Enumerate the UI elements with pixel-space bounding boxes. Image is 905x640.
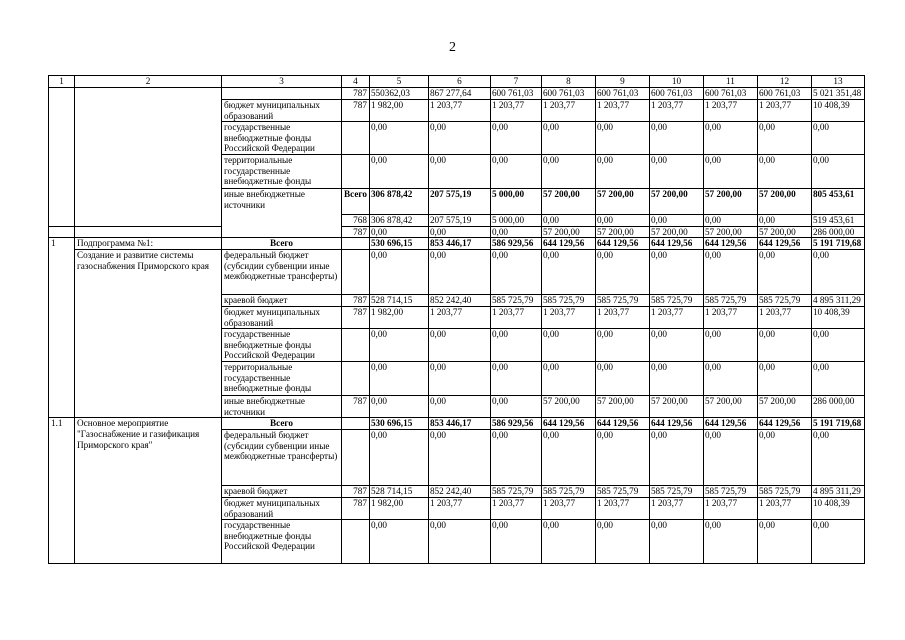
table-cell: иные внебюджетные источники — [222, 189, 342, 238]
table-cell: 0,00 — [595, 329, 649, 362]
table-cell: 787 — [342, 306, 370, 328]
table-cell: 644 129,56 — [541, 418, 595, 430]
table-cell: 57 200,00 — [703, 189, 757, 215]
table-cell: 0,00 — [649, 520, 703, 564]
table-cell: 57 200,00 — [649, 396, 703, 418]
table-cell: 644 129,56 — [541, 238, 595, 250]
table-cell: краевой бюджет — [222, 294, 342, 306]
table-cell: 644 129,56 — [703, 418, 757, 430]
table-cell: 0,00 — [811, 249, 864, 294]
table-cell: 644 129,56 — [649, 238, 703, 250]
table-cell: 530 696,15 — [369, 418, 428, 430]
table-cell: 1 203,77 — [595, 306, 649, 328]
table-cell: 585 725,79 — [490, 485, 541, 497]
table-cell: 0,00 — [369, 329, 428, 362]
table-cell: 10 408,39 — [811, 100, 864, 122]
table-cell: 0,00 — [490, 122, 541, 155]
table-cell: 586 929,56 — [490, 238, 541, 250]
table-cell: 57 200,00 — [541, 226, 595, 238]
table-row — [49, 249, 865, 294]
table-cell: 57 200,00 — [703, 226, 757, 238]
table-cell: 1 — [49, 238, 75, 418]
table-cell: 1 982,00 — [369, 306, 428, 328]
table-cell: 644 129,56 — [595, 418, 649, 430]
table-cell: 600 761,03 — [757, 88, 811, 100]
table-cell: иные внебюджетные источники — [222, 396, 342, 418]
table-cell: 0,00 — [811, 429, 864, 485]
table-cell: 0,00 — [703, 362, 757, 396]
table-cell: государственные внебюджетные фонды Российской Федерации — [222, 122, 342, 155]
table-cell: 0,00 — [490, 429, 541, 485]
table-cell: 0,00 — [703, 429, 757, 485]
table-cell — [49, 226, 75, 238]
table-cell: 57 200,00 — [649, 189, 703, 215]
table-cell: 0,00 — [541, 155, 595, 189]
table-cell: 0,00 — [369, 429, 428, 485]
table-cell: 57 200,00 — [757, 189, 811, 215]
table-cell: 787 — [342, 88, 370, 100]
table-cell: 57 200,00 — [595, 189, 649, 215]
table-cell: 0,00 — [595, 215, 649, 227]
table-cell: 585 725,79 — [703, 294, 757, 306]
table-cell: 600 761,03 — [595, 88, 649, 100]
header-row — [49, 76, 865, 88]
table-cell: 644 129,56 — [757, 418, 811, 430]
table-cell: 1 203,77 — [595, 100, 649, 122]
table-cell: 1 982,00 — [369, 100, 428, 122]
table-cell: 1 203,77 — [703, 100, 757, 122]
table-cell: 0,00 — [757, 249, 811, 294]
table-cell: 787 — [342, 497, 370, 519]
table-cell: 57 200,00 — [757, 226, 811, 238]
table-cell: 0,00 — [369, 155, 428, 189]
table-cell: 0,00 — [428, 396, 490, 418]
table-cell: 57 200,00 — [595, 396, 649, 418]
table-cell: 0,00 — [541, 215, 595, 227]
table-cell: 306 878,42 — [369, 215, 428, 227]
table-cell: бюджет муниципальных образований — [222, 306, 342, 328]
table-cell: 0,00 — [811, 520, 864, 564]
page-number: 2 — [449, 40, 456, 55]
table-cell: 57 200,00 — [541, 396, 595, 418]
table-cell: 1.1 — [49, 418, 75, 564]
table-cell: 1 203,77 — [490, 497, 541, 519]
header-cell: 13 — [811, 76, 864, 88]
table-cell: 0,00 — [369, 396, 428, 418]
table-cell: 0,00 — [541, 362, 595, 396]
table-cell: 4 895 311,29 — [811, 485, 864, 497]
table-cell: государственные внебюджетные фонды Российской Федерации — [222, 329, 342, 362]
table-cell: 286 000,00 — [811, 396, 864, 418]
table-cell: 1 203,77 — [703, 497, 757, 519]
table-cell: 0,00 — [595, 362, 649, 396]
table-cell: 1 203,77 — [757, 497, 811, 519]
table-cell: 787 — [342, 100, 370, 122]
table-cell: 530 696,15 — [369, 238, 428, 250]
table-cell: 0,00 — [649, 362, 703, 396]
table-cell: 5 191 719,68 — [811, 418, 864, 430]
table-cell: 585 725,79 — [490, 294, 541, 306]
table-cell: 0,00 — [757, 155, 811, 189]
table-cell: 0,00 — [490, 249, 541, 294]
table-cell — [342, 429, 370, 485]
table-cell: 0,00 — [595, 429, 649, 485]
table-cell: 0,00 — [649, 329, 703, 362]
table-row — [49, 418, 865, 430]
table-cell: 1 203,77 — [541, 497, 595, 519]
table-cell — [75, 226, 222, 238]
table-cell: 1 203,77 — [649, 497, 703, 519]
table-cell — [222, 88, 342, 100]
table-cell: 0,00 — [541, 122, 595, 155]
table-row — [49, 226, 865, 238]
table-cell: 0,00 — [490, 329, 541, 362]
table-cell: бюджет муниципальных образований — [222, 100, 342, 122]
table-cell: 306 878,42 — [369, 189, 428, 215]
header-cell: 9 — [595, 76, 649, 88]
table-cell: 0,00 — [703, 329, 757, 362]
table-cell: 10 408,39 — [811, 306, 864, 328]
table-cell: 0,00 — [649, 215, 703, 227]
table-cell: 1 203,77 — [649, 100, 703, 122]
table-cell: 0,00 — [490, 226, 541, 238]
table-cell: 644 129,56 — [757, 238, 811, 250]
table-cell: 0,00 — [490, 155, 541, 189]
table-cell: Подпрограмма №1: — [75, 238, 222, 250]
table-cell: 0,00 — [703, 215, 757, 227]
table-cell: 0,00 — [369, 520, 428, 564]
table-cell: 0,00 — [541, 249, 595, 294]
table-cell: 0,00 — [541, 520, 595, 564]
table-cell: 585 725,79 — [757, 294, 811, 306]
table-cell: 0,00 — [757, 329, 811, 362]
table-cell — [342, 520, 370, 564]
header-cell: 3 — [222, 76, 342, 88]
table-cell: 207 575,19 — [428, 189, 490, 215]
table-cell: 0,00 — [369, 249, 428, 294]
table-cell: 0,00 — [490, 362, 541, 396]
table-cell: 1 203,77 — [490, 306, 541, 328]
table-cell: 0,00 — [595, 520, 649, 564]
table-cell: 0,00 — [757, 215, 811, 227]
table-cell: 519 453,61 — [811, 215, 864, 227]
table-cell: 0,00 — [428, 520, 490, 564]
table-cell: федеральный бюджет (субсидии субвенции иные межбюджетные трансферты) — [222, 249, 342, 294]
table-cell: 644 129,56 — [649, 418, 703, 430]
table-cell: 1 982,00 — [369, 497, 428, 519]
table-cell: 586 929,56 — [490, 418, 541, 430]
table-cell: 1 203,77 — [757, 100, 811, 122]
table-cell: 0,00 — [811, 155, 864, 189]
table-cell: 57 200,00 — [541, 189, 595, 215]
table-cell: Всего — [222, 238, 342, 250]
table-cell: бюджет муниципальных образований — [222, 497, 342, 519]
table-cell: 768 — [342, 215, 370, 227]
table-cell: 0,00 — [369, 122, 428, 155]
table-cell: 600 761,03 — [541, 88, 595, 100]
table-cell: 585 725,79 — [541, 485, 595, 497]
table-cell: 1 203,77 — [428, 306, 490, 328]
table-cell: Всего — [342, 189, 370, 215]
table-cell: 0,00 — [541, 329, 595, 362]
table-cell: 528 714,15 — [369, 294, 428, 306]
table-cell: 0,00 — [703, 249, 757, 294]
header-cell: 8 — [541, 76, 595, 88]
table-cell: 600 761,03 — [703, 88, 757, 100]
table-cell — [342, 122, 370, 155]
table-cell: 585 725,79 — [649, 485, 703, 497]
table-cell: 0,00 — [428, 122, 490, 155]
table-cell: 1 203,77 — [703, 306, 757, 328]
table-cell: 0,00 — [811, 122, 864, 155]
table-cell — [342, 418, 370, 430]
table-cell: 585 725,79 — [757, 485, 811, 497]
header-cell: 5 — [369, 76, 428, 88]
table-cell: 0,00 — [811, 362, 864, 396]
table-cell: 852 242,40 — [428, 294, 490, 306]
table-cell: 787 — [342, 396, 370, 418]
table-cell: 1 203,77 — [649, 306, 703, 328]
table-cell — [75, 88, 222, 227]
table-cell: 585 725,79 — [541, 294, 595, 306]
table-cell: 0,00 — [649, 429, 703, 485]
table-cell: 0,00 — [649, 122, 703, 155]
table-cell: 528 714,15 — [369, 485, 428, 497]
table-cell: 1 203,77 — [490, 100, 541, 122]
table-cell: 600 761,03 — [649, 88, 703, 100]
table-cell: 0,00 — [649, 155, 703, 189]
table-cell: 0,00 — [757, 362, 811, 396]
budget-table — [48, 75, 865, 564]
table-cell: 0,00 — [428, 429, 490, 485]
table-cell: 0,00 — [428, 226, 490, 238]
table-cell: 787 — [342, 294, 370, 306]
header-cell: 7 — [490, 76, 541, 88]
table-cell: 1 203,77 — [757, 306, 811, 328]
table-cell: 1 203,77 — [428, 497, 490, 519]
table-cell: 0,00 — [649, 249, 703, 294]
table-cell — [342, 238, 370, 250]
table-cell: 0,00 — [369, 226, 428, 238]
table-cell: 10 408,39 — [811, 497, 864, 519]
table-row — [49, 88, 865, 100]
table-cell: 5 000,00 — [490, 189, 541, 215]
table-cell: 0,00 — [703, 520, 757, 564]
table-cell: 0,00 — [703, 155, 757, 189]
table-cell: 585 725,79 — [595, 485, 649, 497]
header-cell: 6 — [428, 76, 490, 88]
header-cell: 1 — [49, 76, 75, 88]
table-cell: 0,00 — [757, 122, 811, 155]
table-cell: 5 021 351,48 — [811, 88, 864, 100]
table-cell: 0,00 — [595, 122, 649, 155]
table-cell: 787 — [342, 226, 370, 238]
table-cell: 787 — [342, 485, 370, 497]
table-cell: 57 200,00 — [757, 396, 811, 418]
table-cell: 4 895 311,29 — [811, 294, 864, 306]
table-cell: 853 446,17 — [428, 418, 490, 430]
table-cell: 0,00 — [490, 396, 541, 418]
table-row — [49, 238, 865, 250]
table-cell: 0,00 — [595, 249, 649, 294]
table-cell: 57 200,00 — [649, 226, 703, 238]
header-cell: 10 — [649, 76, 703, 88]
table-cell: 57 200,00 — [595, 226, 649, 238]
table-cell: 286 000,00 — [811, 226, 864, 238]
table-cell: 207 575,19 — [428, 215, 490, 227]
table-cell: 0,00 — [490, 520, 541, 564]
table-cell: 0,00 — [369, 362, 428, 396]
table-cell: 0,00 — [811, 329, 864, 362]
table-cell: 0,00 — [428, 155, 490, 189]
table-cell: государственные внебюджетные фонды Российской Федерации — [222, 520, 342, 564]
header-cell: 12 — [757, 76, 811, 88]
table-cell: 0,00 — [757, 429, 811, 485]
table-cell: 0,00 — [595, 155, 649, 189]
table-cell: 57 200,00 — [703, 396, 757, 418]
table-cell: 867 277,64 — [428, 88, 490, 100]
table-cell: 550362,03 — [369, 88, 428, 100]
table-cell: 0,00 — [703, 122, 757, 155]
table-cell — [342, 362, 370, 396]
table-cell: Всего — [222, 418, 342, 430]
table-cell: 5 000,00 — [490, 215, 541, 227]
table-cell: 852 242,40 — [428, 485, 490, 497]
table-cell: 1 203,77 — [541, 100, 595, 122]
table-cell: 644 129,56 — [595, 238, 649, 250]
header-cell: 2 — [75, 76, 222, 88]
table-cell: 0,00 — [428, 249, 490, 294]
table-cell: 1 203,77 — [428, 100, 490, 122]
table-cell: Создание и развитие системы газоснабжения Приморского края — [75, 249, 222, 417]
table-cell: 585 725,79 — [595, 294, 649, 306]
table-cell: 0,00 — [541, 429, 595, 485]
header-cell: 11 — [703, 76, 757, 88]
table-cell: 0,00 — [757, 520, 811, 564]
table-cell: 0,00 — [428, 362, 490, 396]
table-cell: 5 191 719,68 — [811, 238, 864, 250]
table-cell: 585 725,79 — [703, 485, 757, 497]
table-cell — [49, 88, 75, 227]
table-cell — [342, 249, 370, 294]
table-cell: территориальные государственные внебюджетные фонды — [222, 155, 342, 189]
table-cell: 600 761,03 — [490, 88, 541, 100]
table-cell: 853 446,17 — [428, 238, 490, 250]
table-cell: 585 725,79 — [649, 294, 703, 306]
table-cell: 805 453,61 — [811, 189, 864, 215]
table-cell: краевой бюджет — [222, 485, 342, 497]
table-cell: 1 203,77 — [595, 497, 649, 519]
header-cell: 4 — [342, 76, 370, 88]
table-cell: Основное мероприятие "Газоснабжение и газификация Приморского края" — [75, 418, 222, 564]
table-cell: 0,00 — [428, 329, 490, 362]
table-cell: территориальные государственные внебюджетные фонды — [222, 362, 342, 396]
table-cell: 1 203,77 — [541, 306, 595, 328]
table-cell — [342, 155, 370, 189]
table-cell: федеральный бюджет (субсидии субвенции иные межбюджетные трансферты) — [222, 429, 342, 485]
table-cell — [342, 329, 370, 362]
table-cell: 644 129,56 — [703, 238, 757, 250]
